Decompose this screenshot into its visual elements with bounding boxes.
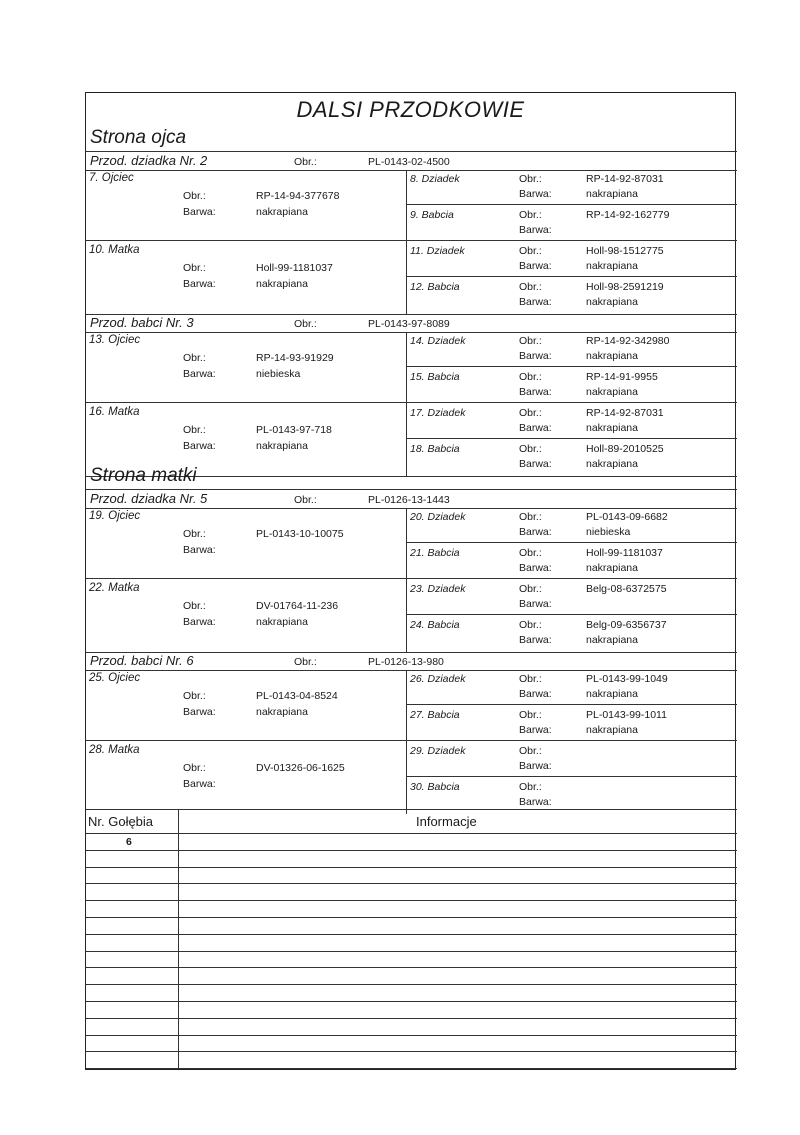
grandparent-color-value: nakrapiana	[586, 562, 638, 574]
parent-ring-label: Obr.:	[183, 690, 206, 702]
parent-label: 19. Ojciec	[89, 510, 141, 522]
grandparent-ring-label: Obr.:	[519, 443, 542, 455]
grandparent-ring-number: PL-0143-09-6682	[586, 511, 668, 523]
grandparent-label: 20. Dziadek	[410, 511, 466, 523]
parent-color-value: nakrapiana	[256, 616, 308, 628]
grandparent-ring-number: RP-14-92-162779	[586, 209, 670, 221]
grandparent-label: 17. Dziadek	[410, 407, 466, 419]
grandparent-color-value: nakrapiana	[586, 386, 638, 398]
grandparent-ring-number: PL-0143-99-1011	[586, 709, 667, 721]
rule-line	[406, 740, 737, 741]
parent-label: 28. Matka	[89, 744, 140, 756]
rule-line	[86, 850, 737, 851]
rule-line	[86, 402, 406, 403]
grandparent-ring-label: Obr.:	[519, 709, 542, 721]
group-header: Przod. dziadka Nr. 2	[90, 153, 208, 168]
rule-line	[86, 170, 737, 171]
grandparent-color-value: nakrapiana	[586, 688, 638, 700]
page-title: DALSI PRZODKOWIE	[296, 97, 525, 122]
grandparent-ring-label: Obr.:	[519, 583, 542, 595]
grandparent-color-value: nakrapiana	[586, 422, 638, 434]
group-ring-label: Obr.:	[294, 318, 317, 330]
parent-ring-label: Obr.:	[183, 424, 206, 436]
grandparent-label: 11. Dziadek	[410, 245, 465, 257]
parent-color-value: nakrapiana	[256, 278, 308, 290]
rule-line	[86, 984, 737, 985]
parent-ring-number: PL-0143-10-10075	[256, 528, 344, 540]
group-ring-number: PL-0143-02-4500	[368, 156, 450, 168]
grandparent-ring-label: Obr.:	[519, 335, 542, 347]
grandparent-color-label: Barwa:	[519, 562, 552, 574]
grandparent-label: 30. Babcia	[410, 781, 460, 793]
grandparent-label: 21. Babcia	[410, 547, 460, 559]
grandparent-color-value: nakrapiana	[586, 458, 638, 470]
grandparent-ring-label: Obr.:	[519, 673, 542, 685]
grandparent-color-label: Barwa:	[519, 260, 552, 272]
group-header: Przod. dziadka Nr. 5	[90, 491, 208, 506]
grandparent-label: 9. Babcia	[410, 209, 454, 221]
rule-line	[86, 883, 737, 884]
grandparent-ring-label: Obr.:	[519, 371, 542, 383]
rule-line	[406, 578, 737, 579]
rule-line	[178, 809, 179, 1069]
rule-line	[86, 240, 406, 241]
parent-ring-number: RP-14-93-91929	[256, 352, 334, 364]
grandparent-ring-number: RP-14-91-9955	[586, 371, 658, 383]
rule-line	[406, 542, 737, 543]
parent-ring-number: PL-0143-04-8524	[256, 690, 338, 702]
rule-line	[86, 809, 737, 810]
grandparent-color-value: nakrapiana	[586, 296, 638, 308]
parent-color-label: Barwa:	[183, 778, 216, 790]
parent-ring-number: DV-01764-11-236	[256, 600, 339, 612]
parent-color-value: niebieska	[256, 368, 301, 380]
parent-ring-label: Obr.:	[183, 190, 206, 202]
grandparent-ring-number: Holl-98-2591219	[586, 281, 664, 293]
rule-line	[406, 438, 737, 439]
rule-line	[86, 489, 737, 490]
parent-color-value: nakrapiana	[256, 706, 308, 718]
rule-line	[406, 332, 407, 476]
rule-line	[406, 670, 407, 814]
grandparent-label: 24. Babcia	[410, 619, 460, 631]
parent-label: 13. Ojciec	[89, 334, 141, 346]
rule-line	[86, 1035, 737, 1036]
grandparent-ring-label: Obr.:	[519, 173, 542, 185]
grandparent-ring-label: Obr.:	[519, 781, 542, 793]
grandparent-ring-number: RP-14-92-87031	[586, 173, 664, 185]
parent-label: 25. Ojciec	[89, 672, 141, 684]
parent-label: 22. Matka	[89, 582, 140, 594]
parent-color-label: Barwa:	[183, 706, 216, 718]
parent-ring-label: Obr.:	[183, 762, 206, 774]
group-ring-number: PL-0143-97-8089	[368, 318, 450, 330]
grandparent-color-label: Barwa:	[519, 688, 552, 700]
grandparent-label: 8. Dziadek	[410, 173, 460, 185]
rule-line	[86, 934, 737, 935]
grandparent-color-value: niebieska	[586, 526, 631, 538]
grandparent-ring-label: Obr.:	[519, 511, 542, 523]
group-header: Przod. babci Nr. 3	[90, 315, 194, 330]
grandparent-color-value: nakrapiana	[586, 350, 638, 362]
rule-line	[406, 240, 737, 241]
parent-color-label: Barwa:	[183, 278, 216, 290]
pigeon-number-cell: 6	[126, 836, 132, 848]
grandparent-ring-label: Obr.:	[519, 619, 542, 631]
parent-ring-number: DV-01326-06-1625	[256, 762, 345, 774]
rule-line	[86, 917, 737, 918]
grandparent-color-label: Barwa:	[519, 760, 552, 772]
parent-ring-label: Obr.:	[183, 528, 206, 540]
rule-line	[406, 366, 737, 367]
rule-line	[406, 614, 737, 615]
rule-line	[86, 740, 406, 741]
section-heading: Strona matki	[90, 465, 197, 486]
rule-line	[86, 867, 737, 868]
parent-ring-label: Obr.:	[183, 600, 206, 612]
rule-line	[86, 1001, 737, 1002]
grandparent-color-label: Barwa:	[519, 188, 552, 200]
grandparent-label: 23. Dziadek	[410, 583, 466, 595]
rule-line	[86, 670, 737, 671]
group-ring-label: Obr.:	[294, 494, 317, 506]
grandparent-color-value: nakrapiana	[586, 260, 638, 272]
grandparent-label: 12. Babcia	[410, 281, 460, 293]
section-heading: Strona ojca	[90, 127, 187, 148]
parent-ring-number: RP-14-94-377678	[256, 190, 340, 202]
rule-line	[406, 170, 407, 314]
group-ring-label: Obr.:	[294, 656, 317, 668]
column-header-information: Informacje	[416, 814, 477, 829]
rule-line	[86, 1068, 737, 1069]
grandparent-ring-label: Obr.:	[519, 745, 542, 757]
grandparent-color-label: Barwa:	[519, 386, 552, 398]
rule-line	[406, 204, 737, 205]
grandparent-ring-label: Obr.:	[519, 547, 542, 559]
grandparent-ring-label: Obr.:	[519, 245, 542, 257]
grandparent-color-label: Barwa:	[519, 598, 552, 610]
grandparent-label: 27. Babcia	[410, 709, 460, 721]
group-header: Przod. babci Nr. 6	[90, 653, 194, 668]
rule-line	[86, 900, 737, 901]
parent-label: 16. Matka	[89, 406, 140, 418]
rule-line	[86, 967, 737, 968]
rule-line	[406, 402, 737, 403]
rule-line	[406, 776, 737, 777]
grandparent-color-label: Barwa:	[519, 422, 552, 434]
rule-line	[86, 951, 737, 952]
grandparent-ring-label: Obr.:	[519, 281, 542, 293]
grandparent-ring-number: Holl-89-2010525	[586, 443, 664, 455]
rule-line	[86, 151, 737, 152]
grandparent-color-label: Barwa:	[519, 296, 552, 308]
rule-line	[86, 332, 737, 333]
grandparent-label: 15. Babcia	[410, 371, 460, 383]
parent-color-label: Barwa:	[183, 544, 216, 556]
parent-ring-number: Holl-99-1181037	[256, 262, 333, 274]
grandparent-color-value: nakrapiana	[586, 724, 638, 736]
grandparent-label: 26. Dziadek	[410, 673, 466, 685]
group-ring-label: Obr.:	[294, 156, 317, 168]
grandparent-ring-number: RP-14-92-87031	[586, 407, 664, 419]
grandparent-ring-number: RP-14-92-342980	[586, 335, 670, 347]
grandparent-color-label: Barwa:	[519, 724, 552, 736]
rule-line	[406, 508, 407, 652]
parent-color-value: nakrapiana	[256, 206, 308, 218]
grandparent-ring-number: PL-0143-99-1049	[586, 673, 668, 685]
rule-line	[86, 508, 737, 509]
parent-label: 10. Matka	[89, 244, 140, 256]
parent-color-label: Barwa:	[183, 368, 216, 380]
grandparent-color-label: Barwa:	[519, 224, 552, 236]
rule-line	[406, 704, 737, 705]
grandparent-color-label: Barwa:	[519, 350, 552, 362]
parent-ring-number: PL-0143-97-718	[256, 424, 332, 436]
parent-ring-label: Obr.:	[183, 262, 206, 274]
grandparent-ring-label: Obr.:	[519, 209, 542, 221]
column-header-pigeon-number: Nr. Gołębia	[88, 814, 154, 829]
grandparent-ring-number: Holl-99-1181037	[586, 547, 663, 559]
grandparent-label: 29. Dziadek	[410, 745, 466, 757]
group-ring-number: PL-0126-13-980	[368, 656, 444, 668]
parent-ring-label: Obr.:	[183, 352, 206, 364]
parent-color-label: Barwa:	[183, 616, 216, 628]
parent-color-value: nakrapiana	[256, 440, 308, 452]
rule-line	[86, 578, 406, 579]
grandparent-color-label: Barwa:	[519, 634, 552, 646]
grandparent-label: 14. Dziadek	[410, 335, 466, 347]
parent-color-label: Barwa:	[183, 440, 216, 452]
grandparent-color-label: Barwa:	[519, 526, 552, 538]
grandparent-color-value: nakrapiana	[586, 188, 638, 200]
rule-line	[86, 1018, 737, 1019]
parent-label: 7. Ojciec	[89, 172, 134, 184]
parent-color-label: Barwa:	[183, 206, 216, 218]
rule-line	[86, 833, 737, 834]
pedigree-sheet	[85, 92, 736, 1070]
grandparent-ring-number: Holl-98-1512775	[586, 245, 664, 257]
grandparent-color-label: Barwa:	[519, 796, 552, 808]
grandparent-ring-number: Belg-08-6372575	[586, 583, 667, 595]
grandparent-color-label: Barwa:	[519, 458, 552, 470]
rule-line	[406, 276, 737, 277]
grandparent-ring-label: Obr.:	[519, 407, 542, 419]
group-ring-number: PL-0126-13-1443	[368, 494, 450, 506]
rule-line	[86, 1051, 737, 1052]
grandparent-label: 18. Babcia	[410, 443, 460, 455]
grandparent-ring-number: Belg-09-6356737	[586, 619, 667, 631]
grandparent-color-value: nakrapiana	[586, 634, 638, 646]
